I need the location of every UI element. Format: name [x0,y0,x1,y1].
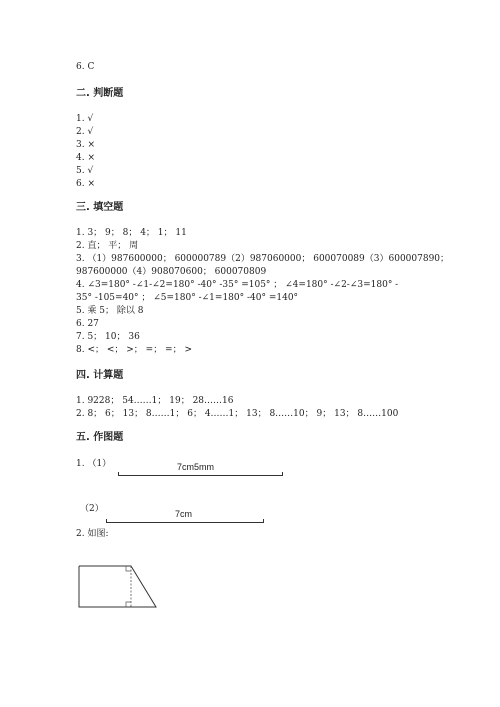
fill-blank-line: 987600000（4）908070600； 600070809 [76,267,267,277]
calculation-line: 1. 9228； 54……1； 19； 28……16 [76,396,234,406]
ruler2-segment [106,519,264,523]
drawing-q2-label: （2） [80,504,104,514]
ruler1-length-label: 7cm5mm [177,462,215,472]
right-angle-mark-top [126,566,131,571]
drawing-q1-label: 1. （1） [76,459,112,469]
trapezoid-outline [79,566,156,607]
fill-blank-line: 6. 27 [76,319,99,329]
fill-blank-line: 7. 5； 10； 36 [76,332,140,342]
judgement-item: 5. √ [76,166,94,176]
judgement-item: 1. √ [76,114,94,124]
fill-blank-line: 5. 乘 5； 除以 8 [76,306,144,316]
section-heading-judgement: 二. 判断题 [76,88,124,99]
section-heading-drawing: 五. 作图题 [76,432,124,443]
fill-blank-line: 35° -105=40° ； ∠5=180° -∠1=180° -40° =140° [76,293,299,303]
section-heading-fill-blank: 三. 填空题 [76,202,124,213]
fill-blank-line: 8. <； <； >； =； =； > [76,345,192,355]
fill-blank-line: 3. （1）987600000； 600000789（2）987060000； 600070089（3）600007890； [76,254,450,264]
judgement-item: 4. × [76,153,95,163]
ruler2-length-label: 7cm [175,509,193,519]
answer-6c: 6. C [76,62,95,72]
calculation-line: 2. 8； 6； 13； 8……1； 6； 4……1； 13； 8……10； 9； 13； 8……100 [76,409,399,419]
fill-blank-line: 4. ∠3=180° -∠1-∠2=180° -40° -35° =105° ； ∠4=180° -∠2-∠3=180° - [76,280,399,290]
judgement-item: 3. × [76,140,95,150]
ruler1-segment [118,472,283,476]
judgement-item: 6. × [76,179,95,189]
trapezoid-figure [76,562,160,610]
right-angle-mark-bottom [126,602,131,607]
figure-caption: 2. 如图: [76,529,109,539]
fill-blank-line: 2. 直； 平； 周 [76,241,139,251]
judgement-item: 2. √ [76,127,94,137]
fill-blank-line: 1. 3； 9； 8； 4； 1； 11 [76,228,187,238]
section-heading-calculation: 四. 计算题 [76,370,124,381]
